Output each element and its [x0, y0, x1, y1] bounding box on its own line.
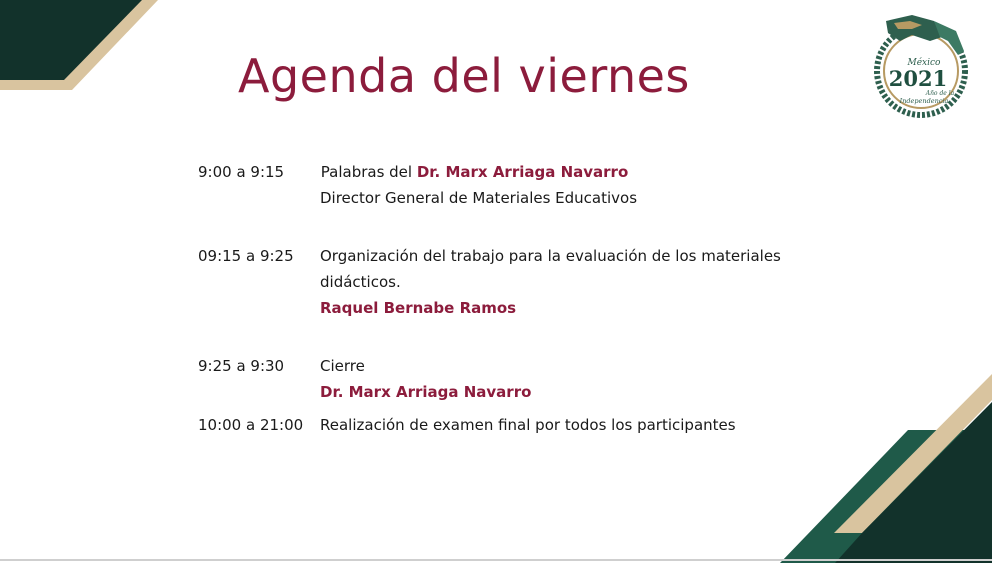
agenda-description	[320, 412, 800, 438]
agenda-speaker: Dr. Marx Arriaga Navarro	[416, 163, 629, 181]
slide-title: Agenda del viernes	[238, 49, 690, 103]
agenda-activity: Realización de examen final por todos los participantes	[320, 416, 736, 434]
agenda-description	[320, 353, 800, 405]
agenda-time: 09:15 a 9:25	[198, 247, 294, 265]
agenda-activity-line2: didácticos.	[320, 273, 401, 291]
top-left-decoration	[0, 0, 170, 100]
agenda-time: 9:00 a 9:15	[198, 163, 285, 181]
agenda-description	[316, 159, 800, 211]
agenda-description	[320, 243, 800, 321]
agenda-intro: Palabras del	[316, 163, 417, 181]
agenda-activity-line1: Organización del trabajo para la evaluación de los materiales	[320, 247, 781, 265]
agenda-time: 10:00 a 21:00	[198, 416, 304, 434]
logo-text-year: 2021	[888, 66, 948, 91]
mexico-2021-logo	[872, 11, 970, 123]
agenda-speaker: Dr. Marx Arriaga Navarro	[320, 383, 532, 401]
agenda-speaker: Raquel Bernabe Ramos	[320, 299, 517, 317]
bottom-divider	[0, 559, 992, 561]
agenda-role: Director General de Materiales Educativos	[320, 189, 638, 207]
logo-text-mexico: México	[907, 58, 941, 68]
logo-text-ano: Año de la	[925, 90, 955, 97]
agenda-activity: Cierre	[320, 357, 365, 375]
agenda-time: 9:25 a 9:30	[198, 357, 285, 375]
logo-text-independencia: Independencia	[899, 97, 949, 105]
